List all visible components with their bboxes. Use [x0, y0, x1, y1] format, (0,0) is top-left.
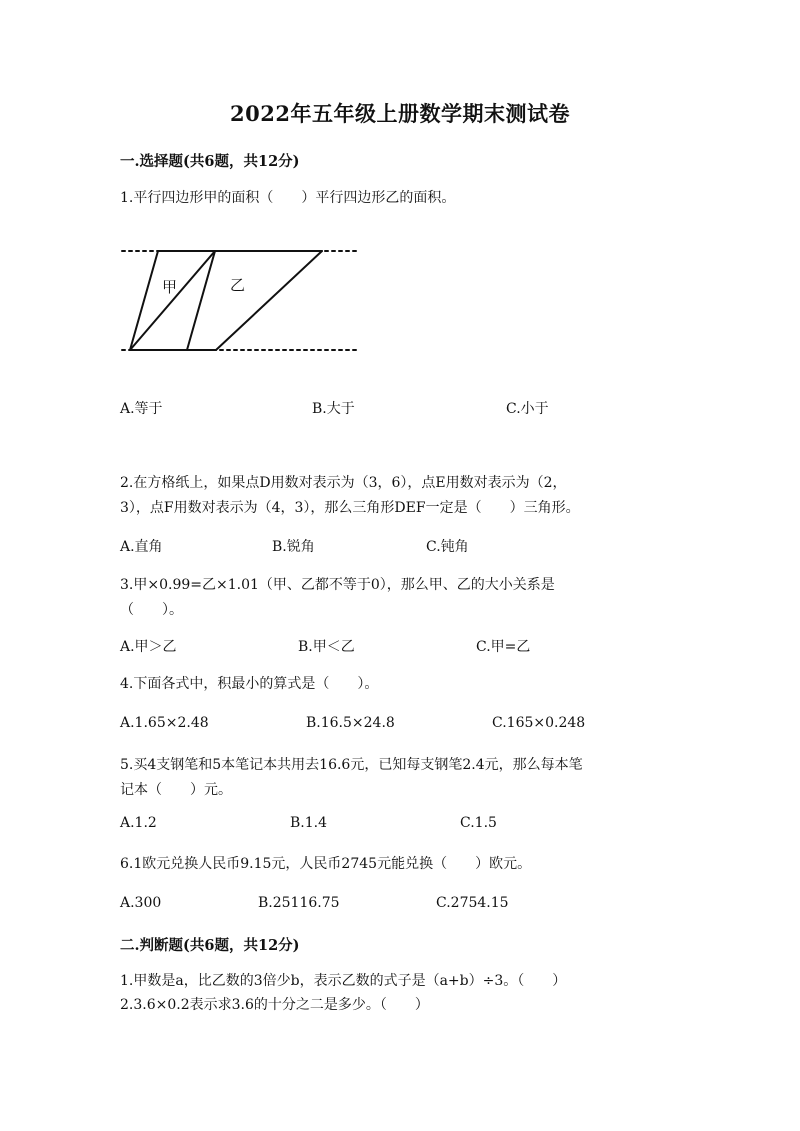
- option-c[interactable]: C.甲=乙: [476, 639, 531, 655]
- question-2-line-2: 3），点F用数对表示为（4，3），那么三角形DEF一定是（ ）三角形。: [120, 500, 580, 516]
- option-a[interactable]: A.直角: [120, 539, 163, 555]
- question-3: [120, 573, 690, 623]
- question-1-line-1: 1.平行四边形甲的面积（ ）平行四边形乙的面积。: [120, 190, 456, 206]
- question-1-options: [120, 398, 720, 420]
- question-2-line-1: 2.在方格纸上，如果点D用数对表示为（3，6），点E用数对表示为（2，: [120, 475, 567, 491]
- option-c[interactable]: C.小于: [506, 401, 549, 417]
- option-a[interactable]: A.1.65×2.48: [120, 715, 209, 731]
- question-3-line-2: （ ）。: [120, 602, 183, 618]
- question-5-options: [120, 815, 720, 837]
- option-b[interactable]: B.1.4: [290, 815, 328, 831]
- question-3-options: [120, 636, 720, 658]
- option-a[interactable]: A.1.2: [120, 815, 157, 831]
- question-4-options: [120, 715, 720, 737]
- question-5-line-1: 5.买4支钢笔和5本笔记本共用去16.6元，已知每支钢笔2.4元，那么每本笔: [120, 757, 583, 773]
- question-6-options: [120, 895, 720, 917]
- section-heading-judgment: 二.判断题(共6题，共12分): [120, 937, 300, 954]
- option-c[interactable]: C.165×0.248: [492, 715, 586, 731]
- question-5: [120, 753, 690, 803]
- question-6: [120, 852, 690, 877]
- question-6-line-1: 6.1欧元兑换人民币9.15元，人民币2745元能兑换（ ）欧元。: [120, 856, 532, 872]
- question-2-options: [120, 536, 720, 558]
- page-title: 2022年五年级上册数学期末测试卷: [230, 101, 570, 126]
- parallelogram-diagonal: [130, 251, 215, 350]
- parallelogram-yi-right-side: [216, 251, 322, 350]
- option-a[interactable]: A.等于: [120, 401, 163, 417]
- option-b[interactable]: B.甲＜乙: [298, 639, 355, 655]
- judgment-question-2: 2.3.6×0.2表示求3.6的十分之二是多少。（ ）: [120, 997, 429, 1013]
- option-b[interactable]: B.25116.75: [258, 895, 340, 911]
- question-2: [120, 471, 690, 521]
- parallelogram-figure: [118, 240, 363, 358]
- option-c[interactable]: C.1.5: [460, 815, 497, 831]
- question-5-line-2: 记本（ ）元。: [120, 782, 232, 798]
- section-heading-choice: 一.选择题(共6题，共12分): [120, 153, 300, 170]
- option-c[interactable]: C.钝角: [426, 539, 469, 555]
- label-yi: 乙: [230, 276, 246, 294]
- judgment-question-1: 1.甲数是a，比乙数的3倍少b，表示乙数的式子是（a+b）÷3。（ ）: [120, 973, 567, 989]
- question-1: [120, 186, 690, 211]
- option-b[interactable]: B.16.5×24.8: [306, 715, 395, 731]
- option-a[interactable]: A.300: [120, 895, 162, 911]
- question-3-line-1: 3.甲×0.99=乙×1.01（甲、乙都不等于0），那么甲、乙的大小关系是: [120, 577, 555, 593]
- option-b[interactable]: B.大于: [312, 401, 355, 417]
- option-b[interactable]: B.锐角: [272, 539, 315, 555]
- option-a[interactable]: A.甲＞乙: [120, 639, 177, 655]
- question-4-line-1: 4.下面各式中，积最小的算式是（ ）。: [120, 676, 379, 692]
- label-jia: 甲: [162, 278, 178, 296]
- question-4: [120, 672, 690, 697]
- option-c[interactable]: C.2754.15: [436, 895, 509, 911]
